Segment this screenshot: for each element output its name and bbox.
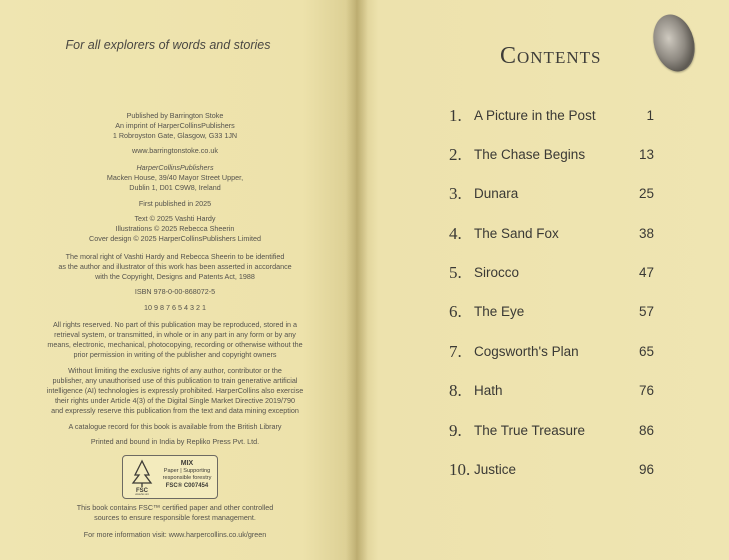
chapter-title: The Sand Fox [474, 226, 559, 241]
imprint-line: Published by Barrington Stoke [126, 111, 224, 120]
toc-item [449, 145, 654, 165]
toc-item [449, 263, 654, 283]
imprint-line: with the Copyright, Designs and Patents Act, 1988 [95, 272, 255, 281]
imprint-line: sources to ensure responsible forest management. [94, 513, 256, 522]
isbn: ISBN 978-0-00-868072-5 [134, 287, 216, 296]
imprint-line: intelligence (AI) technologies is expressly prohibited. HarperCollins also exercise [46, 386, 304, 395]
toc-item [449, 460, 654, 480]
chapter-title: A Picture in the Post [474, 108, 596, 123]
fsc-code: FSC® C007454 [165, 483, 209, 489]
toc-item [449, 106, 654, 126]
imprint-line: as the author and illustrator of this work has been asserted in accordance [58, 262, 292, 271]
imprint-line: Without limiting the exclusive rights of any author, contributor or the [68, 366, 282, 375]
toc-item [449, 302, 654, 322]
chapter-number: 1. [449, 106, 462, 125]
chapter-page: 47 [638, 265, 654, 280]
fsc-mix: MIX [180, 460, 194, 467]
chapter-page: 96 [638, 462, 654, 477]
chapter-page: 86 [638, 423, 654, 438]
chapter-number: 5. [449, 263, 462, 282]
chapter-title: The Eye [474, 304, 525, 319]
toc-item [449, 381, 654, 401]
imprint-line: 1 Robroyston Gate, Glasgow, G33 1JN [112, 131, 238, 140]
chapter-page: 25 [638, 186, 654, 201]
contents-title: Contents [500, 43, 602, 69]
imprint-line: Text © 2025 Vashti Hardy [134, 214, 216, 223]
toc-item [449, 184, 654, 204]
moral-rights-block [30, 252, 320, 282]
more-info: For more information visit: www.harpercollins.co.uk/green [83, 530, 267, 539]
fsc-logo-url: www.fsc.org [135, 493, 149, 495]
catalogue-line: A catalogue record for this book is available from the British Library [68, 422, 282, 431]
chapter-page: 13 [638, 147, 654, 162]
imprint-line: All rights reserved. No part of this publication may be reproduced, stored in a [52, 320, 298, 329]
toc-item [449, 342, 654, 362]
credits-block [30, 214, 320, 244]
imprint-line: Cover design © 2025 HarperCollinsPublishers Limited [89, 234, 261, 243]
chapter-number: 2. [449, 145, 462, 164]
chapter-title: Justice [474, 462, 517, 477]
chapter-number: 9. [449, 421, 462, 440]
imprint-line: retrieval system, or transmitted, in whole or in any part in any form or by any [54, 330, 296, 339]
imprint-line: means, electronic, mechanical, photocopying, recording or otherwise without the [47, 340, 303, 349]
chapter-number: 7. [449, 342, 462, 361]
website-line: www.barringtonstoke.co.uk [132, 146, 218, 155]
imprint-line: their rights under Article 4(3) of the Digital Single Market Directive 2019/790 [54, 396, 296, 405]
chapter-number: 4. [449, 224, 462, 243]
imprint-line: The moral right of Vashti Hardy and Rebecca Sheerin to be identified [65, 252, 285, 261]
book-gutter [346, 0, 368, 560]
imprint-line: This book contains FSC™ certified paper and other controlled [76, 503, 274, 512]
imprint-line: HarperCollinsPublishers [136, 163, 214, 172]
ai-notice-block [30, 366, 320, 416]
chapter-title: Cogsworth's Plan [474, 344, 579, 359]
dedication: For all explorers of words and stories [65, 38, 271, 52]
fsc-label [122, 455, 218, 499]
fsc-text [159, 459, 215, 490]
chapter-page: 76 [638, 383, 654, 398]
toc-item [449, 224, 654, 244]
fsc-line2: responsible forestry [162, 474, 212, 481]
chapter-number: 6. [449, 302, 462, 321]
chapter-page: 1 [646, 108, 654, 123]
imprint-line: publisher, any unauthorised use of this publication to train generative artificial [52, 376, 298, 385]
publisher-block [30, 111, 320, 141]
chapter-title: Hath [474, 383, 503, 398]
imprint-line: Illustrations © 2025 Rebecca Sheerin [115, 224, 235, 233]
imprint-line: and expressly reserve this publication from the text and data mining exception [51, 406, 299, 415]
chapter-title: The Chase Begins [474, 147, 586, 162]
chapter-title: Sirocco [474, 265, 520, 280]
print-line: 10 9 8 7 6 5 4 3 2 1 [144, 303, 206, 312]
toc-item [449, 421, 654, 441]
chapter-page: 38 [638, 226, 654, 241]
chapter-number: 8. [449, 381, 462, 400]
first-published: First published in 2025 [138, 199, 212, 208]
rights-reserved-block [30, 320, 320, 360]
printed-line: Printed and bound in India by Repliko Press Pvt. Ltd. [90, 437, 260, 446]
chapter-number: 3. [449, 184, 462, 203]
chapter-page: 65 [638, 344, 654, 359]
chapter-title: The True Treasure [474, 423, 586, 438]
chapter-page: 57 [638, 304, 654, 319]
chapter-number: 10. [449, 460, 471, 479]
chapter-title: Dunara [474, 186, 519, 201]
fsc-tree-icon [129, 459, 155, 495]
imprint-line: Dublin 1, D01 C9W8, Ireland [129, 183, 221, 192]
fsc-statement [30, 503, 320, 523]
hc-block [30, 163, 320, 193]
imprint-line: An imprint of HarperCollinsPublishers [115, 121, 235, 130]
imprint-line: Macken House, 39/40 Mayor Street Upper, [106, 173, 244, 182]
fsc-line1: Paper | Supporting [163, 468, 211, 474]
imprint-line: prior permission in writing of the publisher and copyright owners [73, 350, 277, 359]
fsc-logo-text: FSC [136, 488, 148, 494]
